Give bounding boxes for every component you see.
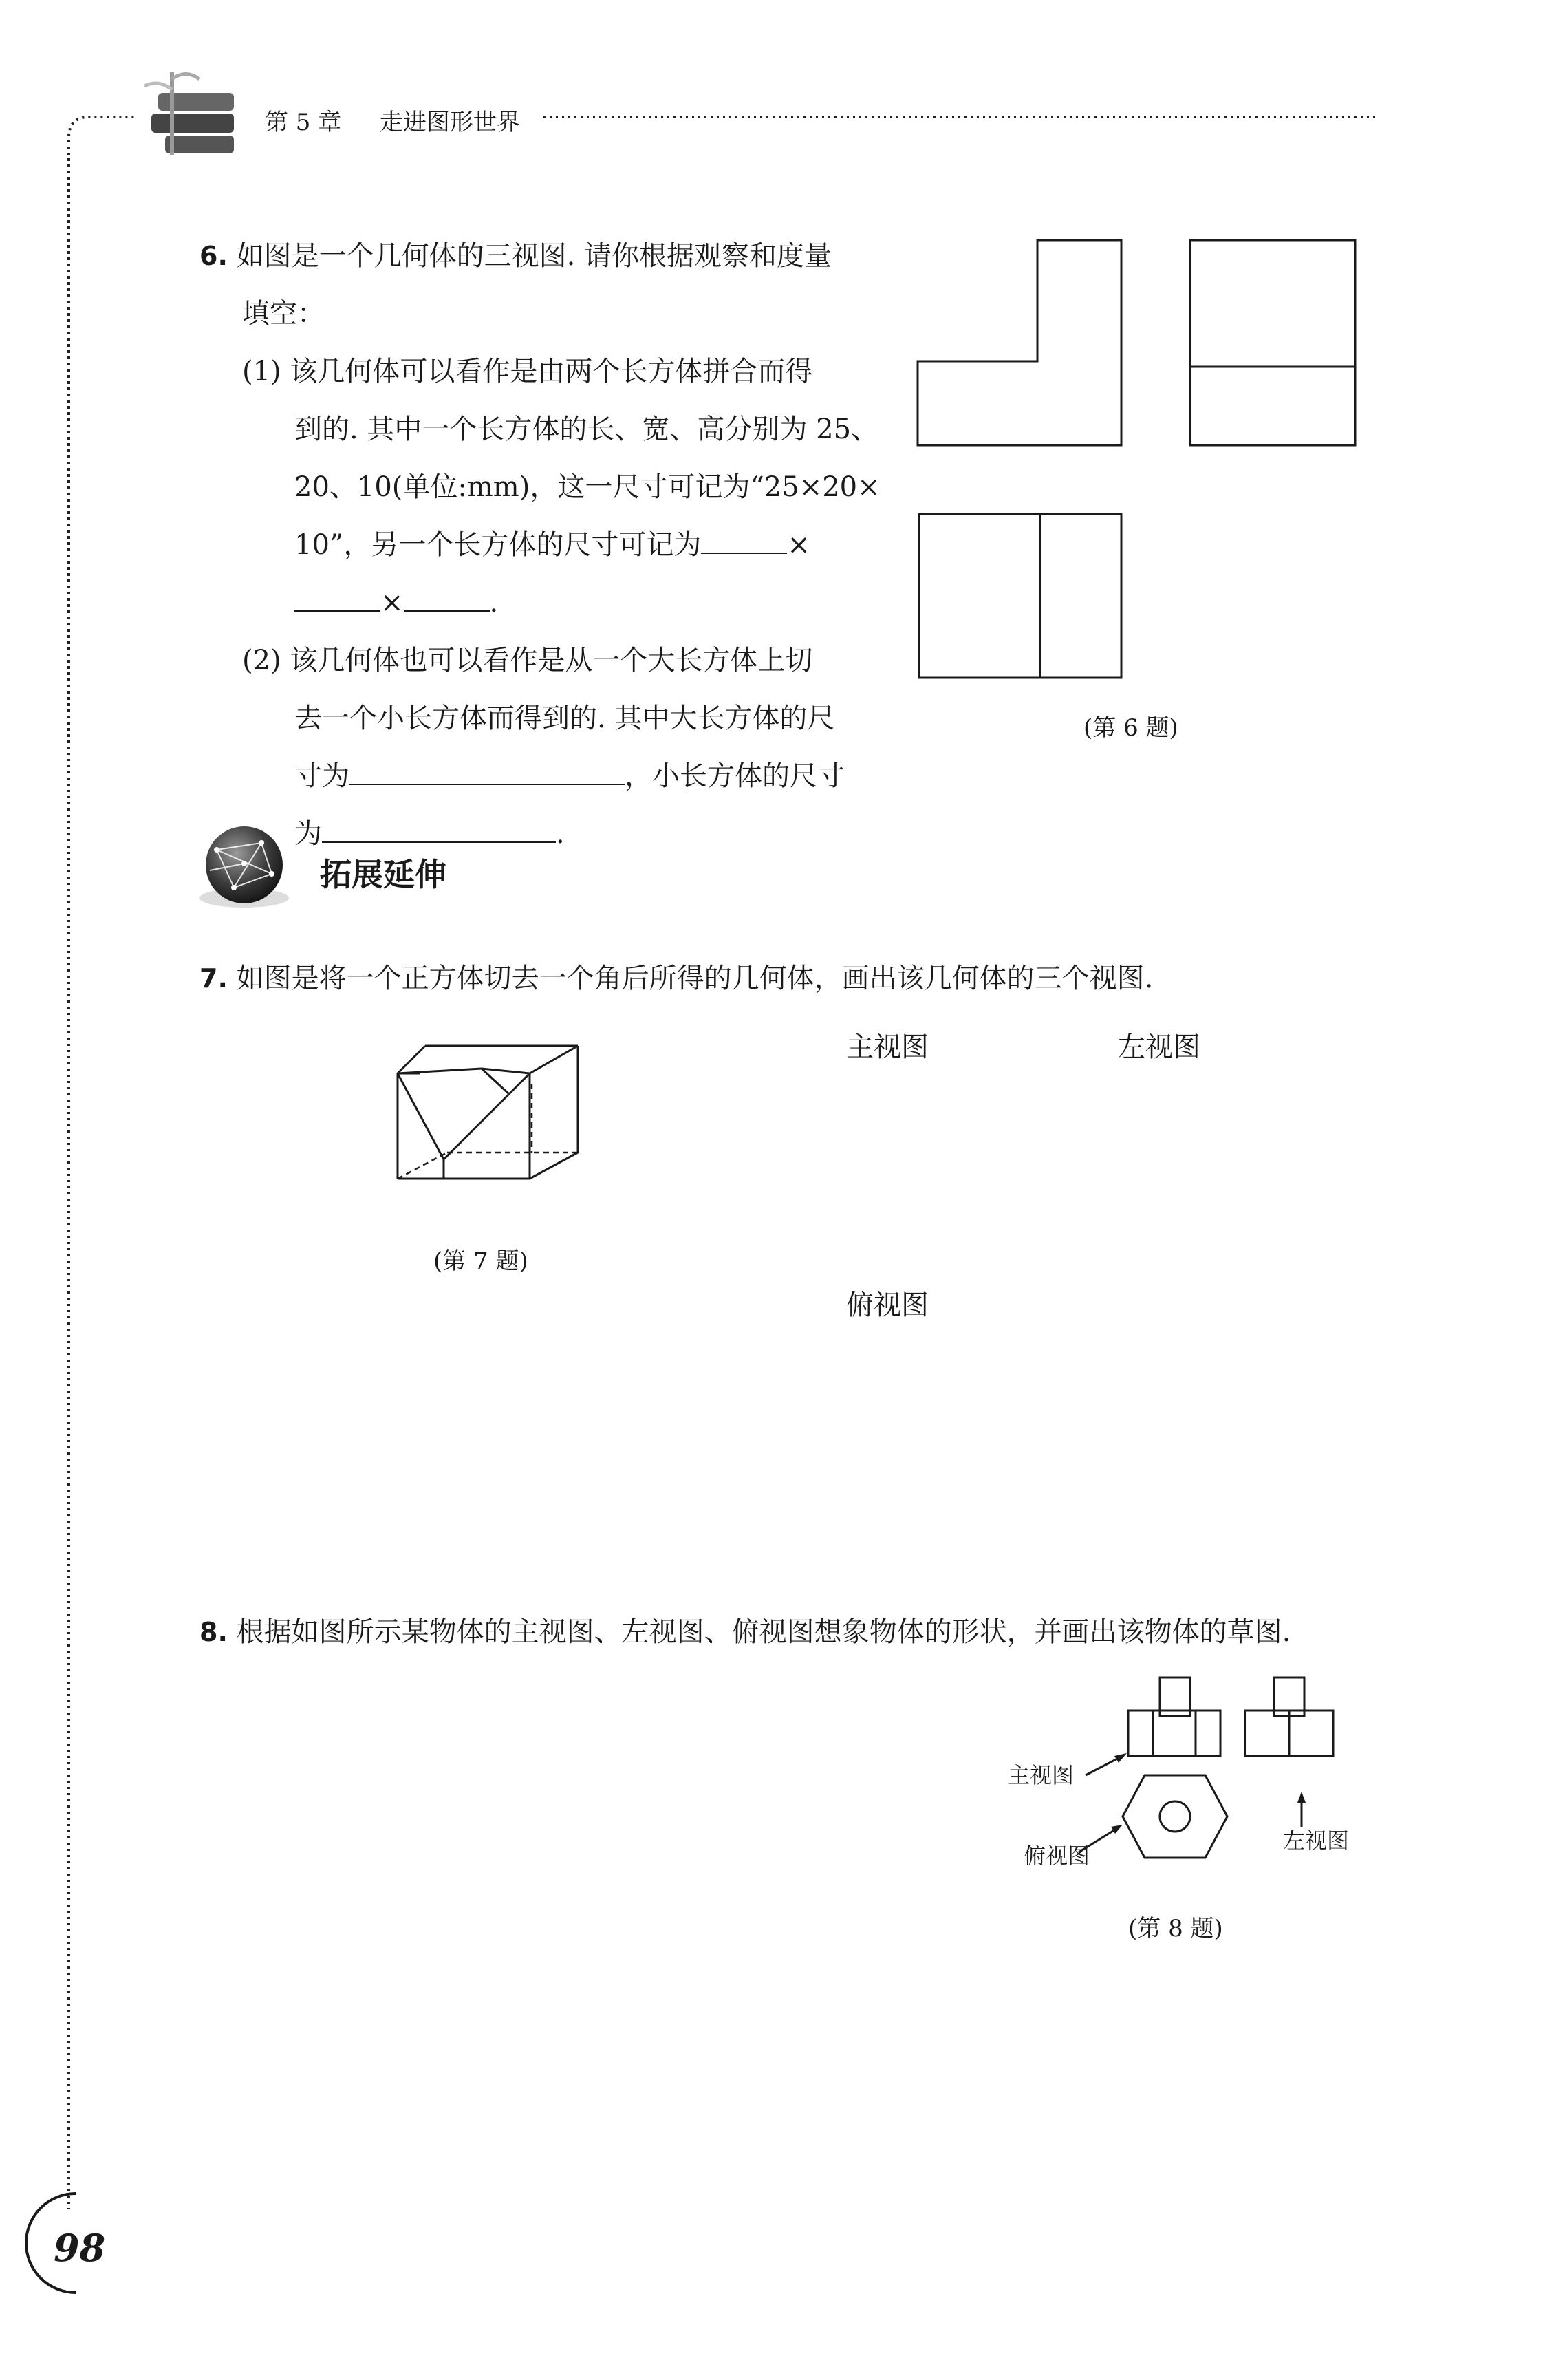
page-number: 98 bbox=[54, 2226, 106, 2270]
answer-blank[interactable] bbox=[322, 811, 556, 843]
q7-front-view-label: 主视图 bbox=[846, 1031, 929, 1063]
period: . bbox=[489, 587, 499, 619]
question-8 bbox=[199, 1603, 1291, 1661]
q6-p2-label: (2) bbox=[242, 645, 281, 676]
chapter-label: 第 5 章 bbox=[265, 109, 342, 136]
q7-caption: (第 7 题) bbox=[433, 1247, 528, 1275]
globe-network-icon bbox=[196, 822, 292, 912]
q8-front-view-label: 主视图 bbox=[1008, 1762, 1075, 1788]
q8-top-view-label: 俯视图 bbox=[1024, 1843, 1090, 1869]
question-6 bbox=[199, 227, 881, 863]
question-number: 8. bbox=[199, 1617, 228, 1647]
q6-top-view bbox=[919, 514, 1121, 678]
q6-left-view bbox=[1190, 240, 1355, 445]
q8-text: 根据如图所示某物体的主视图、左视图、俯视图想象物体的形状，并画出该物体的草图. bbox=[236, 1616, 1291, 1648]
q6-p2-line1: 该几何体也可以看作是从一个大长方体上切 bbox=[290, 645, 813, 676]
question-7 bbox=[199, 950, 1153, 1007]
book-stack-icon bbox=[131, 65, 248, 169]
q8-top-view-hexagon bbox=[1123, 1775, 1227, 1858]
q8-front-view-base bbox=[1128, 1711, 1220, 1756]
q8-top-view-circle bbox=[1160, 1801, 1190, 1832]
q6-caption: (第 6 题) bbox=[1083, 714, 1178, 742]
q6-p2-line4: 为 bbox=[294, 818, 322, 850]
q6-p1-line1: 该几何体可以看作是由两个长方体拼合而得 bbox=[290, 356, 813, 387]
left-dotted-border bbox=[48, 158, 76, 2222]
answer-blank[interactable] bbox=[349, 753, 625, 785]
question-number: 6. bbox=[199, 241, 228, 271]
chapter-title: 走进图形世界 bbox=[379, 109, 520, 136]
q7-cube-figure bbox=[392, 1042, 585, 1221]
q6-p1-label: (1) bbox=[242, 356, 281, 387]
q8-caption: (第 8 题) bbox=[1128, 1915, 1223, 1942]
q7-left-view-label: 左视图 bbox=[1118, 1031, 1200, 1063]
q8-left-view-label: 左视图 bbox=[1283, 1827, 1350, 1854]
q6-p1-line3: 20、10(单位:mm)，这一尺寸可记为“25×20× bbox=[294, 471, 881, 503]
times-sign: × bbox=[380, 587, 404, 619]
answer-blank[interactable] bbox=[701, 522, 787, 554]
q7-text: 如图是将一个正方体切去一个角后所得的几何体，画出该几何体的三个视图. bbox=[236, 963, 1154, 994]
question-number: 7. bbox=[199, 963, 228, 994]
q6-p2-line3b: ，小长方体的尺寸 bbox=[625, 760, 845, 792]
header-decoration bbox=[48, 55, 1465, 193]
q6-p2-line3a: 寸为 bbox=[294, 760, 349, 792]
answer-blank[interactable] bbox=[294, 580, 380, 612]
q6-front-view bbox=[918, 240, 1121, 445]
q6-p1-line4: 10”，另一个长方体的尺寸可记为 bbox=[294, 529, 702, 561]
q7-top-view-label: 俯视图 bbox=[846, 1289, 929, 1321]
q6-line1: 如图是一个几何体的三视图. 请你根据观察和度量 bbox=[236, 240, 832, 272]
q6-p1-line2: 到的. 其中一个长方体的长、宽、高分别为 25、 bbox=[294, 414, 879, 445]
q6-line2: 填空： bbox=[242, 298, 325, 330]
q6-three-views-figure bbox=[915, 237, 1362, 692]
times-sign: × bbox=[787, 529, 810, 561]
period: . bbox=[556, 818, 565, 850]
section-title: 拓展延伸 bbox=[320, 856, 446, 893]
q6-p2-line2: 去一个小长方体而得到的. 其中大长方体的尺 bbox=[294, 703, 835, 734]
answer-blank[interactable] bbox=[404, 580, 490, 612]
